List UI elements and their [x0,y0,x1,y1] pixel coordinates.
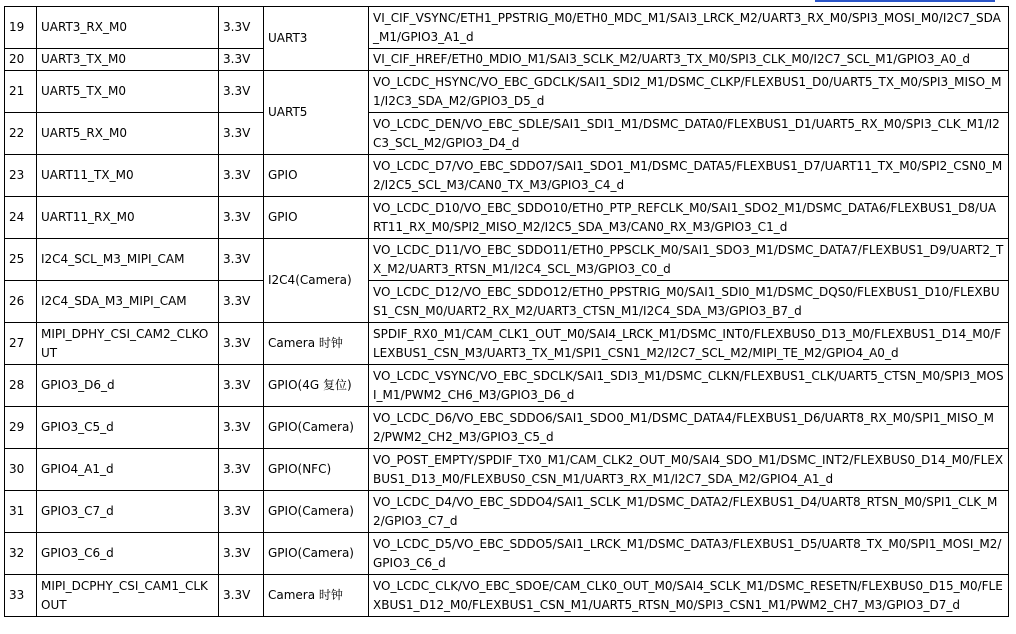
pin-group: GPIO(NFC) [264,449,369,491]
pin-functions: VO_LCDC_D4/VO_EBC_SDDO4/SAI1_SCLK_M1/DSMC_DATA2/FLEXBUS1_D4/UART8_RTSN_M0/SPI1_CLK_M2/GPIO3_C7_d [369,491,1009,533]
pin-name: I2C4_SCL_M3_MIPI_CAM [37,239,219,281]
pin-voltage: 3.3V [219,239,264,281]
pin-functions: VO_LCDC_D7/VO_EBC_SDDO7/SAI1_SDO1_M1/DSMC_DATA5/FLEXBUS1_D7/UART11_TX_M0/SPI2_CSN0_M2/I2C5_SCL_M3/CAN0_TX_M3/GPIO3_C4_d [369,155,1009,197]
pin-voltage: 3.3V [219,575,264,617]
table-row [5,407,1009,449]
pin-group: GPIO(4G 复位) [264,365,369,407]
table-row [5,113,1009,155]
pin-functions: VO_LCDC_CLK/VO_EBC_SDOE/CAM_CLK0_OUT_M0/SAI4_SCLK_M1/DSMC_RESETN/FLEXBUS0_D15_M0/FLEXBUS1_D12_M0/FLEXBUS1_CSN_M1/UART5_RTSN_M0/SPI3_CSN1_M1/PWM2_CH7_M3/GPIO3_D7_d [369,575,1009,617]
pin-functions: VI_CIF_VSYNC/ETH1_PPSTRIG_M0/ETH0_MDC_M1/SAI3_LRCK_M2/UART3_RX_M0/SPI3_MOSI_M0/I2C7_SDA_M1/GPIO3_A1_d [369,7,1009,49]
table-row [5,491,1009,533]
pin-voltage: 3.3V [219,155,264,197]
table-row [5,49,1009,71]
pin-group: GPIO(Camera) [264,491,369,533]
pin-voltage: 3.3V [219,49,264,71]
pin-name: MIPI_DCPHY_CSI_CAM1_CLKOUT [37,575,219,617]
table-row [5,155,1009,197]
pin-group: Camera 时钟 [264,575,369,617]
pin-name: GPIO3_C7_d [37,491,219,533]
pin-group: I2C4(Camera) [264,239,369,323]
pin-functions: VO_LCDC_D5/VO_EBC_SDDO5/SAI1_LRCK_M1/DSMC_DATA3/FLEXBUS1_D5/UART8_TX_M0/SPI1_MOSI_M2/GPIO3_C6_d [369,533,1009,575]
pin-name: MIPI_DPHY_CSI_CAM2_CLKOUT [37,323,219,365]
pin-number: 20 [5,49,37,71]
table-row [5,71,1009,113]
pin-group: Camera 时钟 [264,323,369,365]
table-row [5,323,1009,365]
pin-number: 27 [5,323,37,365]
pin-number: 30 [5,449,37,491]
pin-number: 28 [5,365,37,407]
pin-number: 32 [5,533,37,575]
pin-number: 21 [5,71,37,113]
pin-group: GPIO(Camera) [264,533,369,575]
pin-name: UART3_TX_M0 [37,49,219,71]
pin-functions: VO_LCDC_VSYNC/VO_EBC_SDCLK/SAI1_SDI3_M1/DSMC_CLKN/FLEXBUS1_CLK/UART5_CTSN_M0/SPI3_MOSI_M1/PWM2_CH6_M3/GPIO3_D6_d [369,365,1009,407]
pin-name: UART11_TX_M0 [37,155,219,197]
pin-number: 25 [5,239,37,281]
pin-voltage: 3.3V [219,281,264,323]
pin-number: 33 [5,575,37,617]
pin-voltage: 3.3V [219,113,264,155]
pin-name: UART5_RX_M0 [37,113,219,155]
pin-functions: VO_LCDC_DEN/VO_EBC_SDLE/SAI1_SDI1_M1/DSMC_DATA0/FLEXBUS1_D1/UART5_RX_M0/SPI3_CLK_M1/I2C3_SCL_M2/GPIO3_D4_d [369,113,1009,155]
table-row [5,239,1009,281]
pin-number: 31 [5,491,37,533]
table-row [5,449,1009,491]
table-row [5,575,1009,617]
pin-voltage: 3.3V [219,323,264,365]
table-row [5,281,1009,323]
pin-functions: VO_LCDC_D6/VO_EBC_SDDO6/SAI1_SDO0_M1/DSMC_DATA4/FLEXBUS1_D6/UART8_RX_M0/SPI1_MISO_M2/PWM2_CH2_M3/GPIO3_C5_d [369,407,1009,449]
pin-functions: VI_CIF_HREF/ETH0_MDIO_M1/SAI3_SCLK_M2/UART3_TX_M0/SPI3_CLK_M0/I2C7_SCL_M1/GPIO3_A0_d [369,49,1009,71]
pin-functions: VO_LCDC_D11/VO_EBC_SDDO11/ETH0_PPSCLK_M0/SAI1_SDO3_M1/DSMC_DATA7/FLEXBUS1_D9/UART2_TX_M2/UART3_RTSN_M1/I2C4_SCL_M3/GPIO3_C0_d [369,239,1009,281]
pin-name: GPIO3_C6_d [37,533,219,575]
pin-group: GPIO [264,155,369,197]
pin-voltage: 3.3V [219,7,264,49]
pin-group: UART5 [264,71,369,155]
pin-number: 23 [5,155,37,197]
table-row [5,533,1009,575]
pin-group: GPIO [264,197,369,239]
pin-functions: VO_LCDC_D12/VO_EBC_SDDO12/ETH0_PPSTRIG_M0/SAI1_SDI0_M1/DSMC_DQS0/FLEXBUS1_D10/FLEXBUS1_CSN_M0/UART2_RX_M2/UART3_CTSN_M1/I2C4_SDA_M3/GPIO3_B7_d [369,281,1009,323]
pin-name: UART3_RX_M0 [37,7,219,49]
table-row [5,365,1009,407]
top-link-underline [815,0,995,2]
pin-name: I2C4_SDA_M3_MIPI_CAM [37,281,219,323]
pin-name: GPIO4_A1_d [37,449,219,491]
pin-voltage: 3.3V [219,533,264,575]
pin-voltage: 3.3V [219,71,264,113]
pin-group: GPIO(Camera) [264,407,369,449]
pin-voltage: 3.3V [219,365,264,407]
pin-group: UART3 [264,7,369,71]
pin-number: 26 [5,281,37,323]
pin-functions: SPDIF_RX0_M1/CAM_CLK1_OUT_M0/SAI4_LRCK_M1/DSMC_INT0/FLEXBUS0_D13_M0/FLEXBUS1_D14_M0/FLEXBUS1_CSN_M3/UART3_TX_M1/SPI1_CSN1_M2/I2C7_SCL_M2/MIPI_TE_M2/GPIO4_A0_d [369,323,1009,365]
pin-number: 19 [5,7,37,49]
pin-name: GPIO3_C5_d [37,407,219,449]
pin-voltage: 3.3V [219,407,264,449]
pin-name: UART5_TX_M0 [37,71,219,113]
pin-voltage: 3.3V [219,491,264,533]
pin-table [4,6,1009,617]
pin-number: 24 [5,197,37,239]
pin-name: GPIO3_D6_d [37,365,219,407]
pin-number: 29 [5,407,37,449]
pin-functions: VO_LCDC_D10/VO_EBC_SDDO10/ETH0_PTP_REFCLK_M0/SAI1_SDO2_M1/DSMC_DATA6/FLEXBUS1_D8/UART11_RX_M0/SPI2_MISO_M2/I2C5_SDA_M3/CAN0_RX_M3/GPIO3_C1_d [369,197,1009,239]
pin-functions: VO_POST_EMPTY/SPDIF_TX0_M1/CAM_CLK2_OUT_M0/SAI4_SDO_M1/DSMC_INT2/FLEXBUS0_D14_M0/FLEXBUS1_D13_M0/FLEXBUS0_CSN_M1/UART3_RX_M1/I2C7_SDA_M2/GPIO4_A1_d [369,449,1009,491]
table-row [5,197,1009,239]
pin-name: UART11_RX_M0 [37,197,219,239]
table-row [5,7,1009,49]
pin-number: 22 [5,113,37,155]
pin-voltage: 3.3V [219,449,264,491]
pin-voltage: 3.3V [219,197,264,239]
pin-functions: VO_LCDC_HSYNC/VO_EBC_GDCLK/SAI1_SDI2_M1/DSMC_CLKP/FLEXBUS1_D0/UART5_TX_M0/SPI3_MISO_M1/I2C3_SDA_M2/GPIO3_D5_d [369,71,1009,113]
